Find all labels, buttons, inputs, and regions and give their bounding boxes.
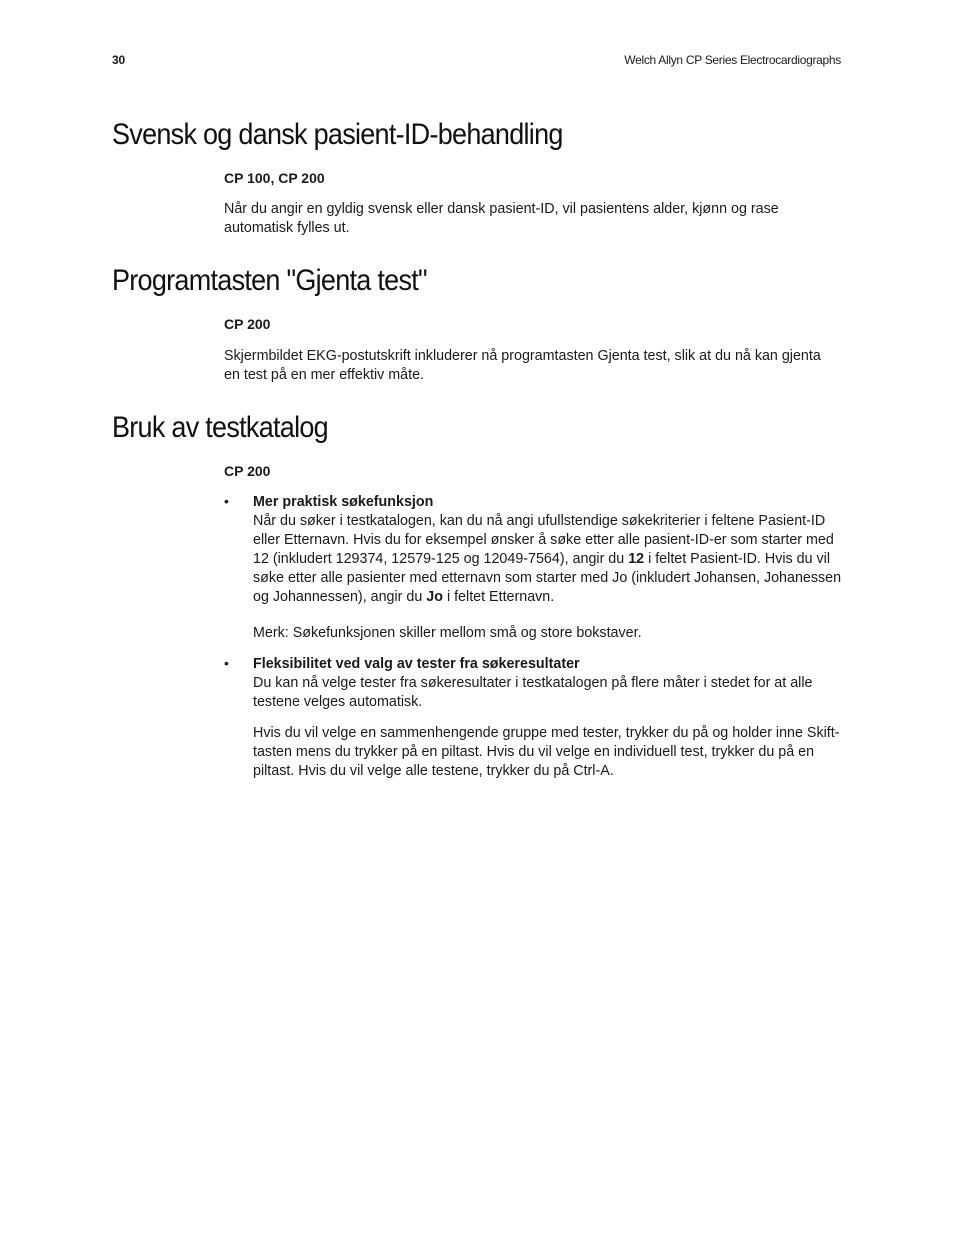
bullet-extra: Hvis du vil velge en sammenhengende gruppe med tester, trykker du på og holder inne Skift-tasten mens du trykker på en piltast. Hvis du vil velge en individuell test, trykker du på en piltast. Hvis du vil velge alle testene, trykker du på Ctrl-A. xyxy=(253,725,840,779)
bullet-marker: • xyxy=(224,655,229,671)
bullet-title: Mer praktisk søkefunksjon xyxy=(253,494,434,510)
bullet-text: i feltet Etternavn. xyxy=(442,589,555,605)
section-body: Når du angir en gyldig svensk eller dansk pasient-ID, vil pasientens alder, kjønn og rase automatisk fylles ut. xyxy=(224,201,779,236)
section-models: CP 200 xyxy=(224,316,271,332)
page-number: 30 xyxy=(112,53,125,67)
bullet-text: i feltet Pasient-ID. Hvis du vil søke etter alle pasienter med etternavn som starter med Jo (inkludert Johansen, Johanessen og Johannessen), angir du xyxy=(253,551,842,605)
bullet-text: Du kan nå velge tester fra søkeresultater i testkatalogen på flere måter i stedet for at alle testene velges automatisk. xyxy=(253,675,813,710)
bullet-note: Merk: Søkefunksjonen skiller mellom små og store bokstaver. xyxy=(253,625,642,641)
bullet-item-search xyxy=(253,493,843,607)
section-body: Skjermbildet EKG-postutskrift inkluderer nå programtasten Gjenta test, slik at du nå kan gjenta en test på en mer effektiv måte. xyxy=(224,348,821,383)
section-heading-swedish-danish-id: Svensk og dansk pasient-ID-behandling xyxy=(112,118,563,151)
bullet-title: Fleksibilitet ved valg av tester fra søkeresultater xyxy=(253,656,580,672)
document-title: Welch Allyn CP Series Electrocardiographs xyxy=(624,53,841,67)
section-models: CP 100, CP 200 xyxy=(224,170,325,186)
section-models: CP 200 xyxy=(224,463,271,479)
section-heading-test-catalog: Bruk av testkatalog xyxy=(112,411,328,444)
bullet-item-selection xyxy=(253,655,843,712)
bold-term: Jo xyxy=(426,589,443,605)
bullet-text: Når du søker i testkatalogen, kan du nå angi ufullstendige søkekriterier i feltene Pasient-ID eller Etternavn. Hvis du for eksempel ønsker å søke etter alle pasient-ID-er som starter med 12 (inkludert 129374, 12579-125 og 12049-7564), angir du xyxy=(253,513,834,567)
bullet-marker: • xyxy=(224,493,229,509)
bold-term: 12 xyxy=(628,551,645,567)
section-heading-repeat-test: Programtasten "Gjenta test" xyxy=(112,264,427,297)
